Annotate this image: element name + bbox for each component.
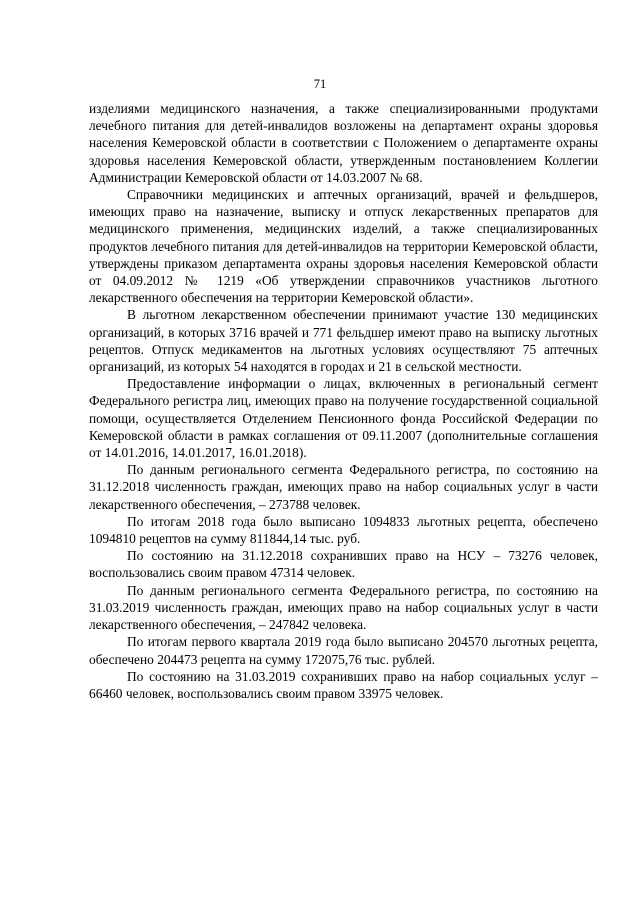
document-body [89,100,598,702]
paragraph-directories: Справочники медицинских и аптечных организаций, врачей и фельдшеров, имеющих право на назначение, выписку и отпуск лекарственных препаратов для медицинского применения, медицинских изделий, а также специализированных продуктов лечебного питания для детей-инвалидов на территории Кемеровской области, утверждены приказом департамента охраны здоровья населения Кемеровской области от 04.09.2012 № 1219 «Об утверждении справочников участников льготного лекарственного обеспечения на территории Кемеровской области». [89,187,598,306]
paragraph-participants: В льготном лекарственном обеспечении принимают участие 130 медицинских организаций, в которых 3716 врачей и 771 фельдшер имеют право на выписку льготных рецептов. Отпуск медикаментов на льготных условиях осуществляют 75 аптечных организаций, из которых 54 находятся в городах и 21 в сельской местности. [89,307,598,375]
paragraph-registry-2019: По данным регионального сегмента Федерального регистра, по состоянию на 31.03.2019 численность граждан, имеющих право на набор социальных услуг в части лекарственного обеспечения, – 247842 человека. [89,582,598,633]
paragraph-nsu-2019: По состоянию на 31.03.2019 сохранивших право на набор социальных услуг – 66460 человек, воспользовались своим правом 33975 человек. [89,668,598,701]
paragraph-information-provision: Предоставление информации о лицах, включенных в региональный сегмент Федерального регистра лиц, имеющих право на получение государственной социальной помощи, осуществляется Отделением Пенсионного фонда Российской Федерации по Кемеровской области в рамках соглашения от 09.11.2007 (дополнительные соглашения от 14.01.2016, 14.01.2017, 16.01.2018). [89,376,598,461]
paragraph-registry-2018: По данным регионального сегмента Федерального регистра, по состоянию на 31.12.2018 численность граждан, имеющих право на набор социальных услуг в части лекарственного обеспечения, – 273788 человек. [89,462,598,512]
paragraph-prescriptions-2019: По итогам первого квартала 2019 года было выписано 204570 льготных рецепта, обеспечено 204473 рецепта на сумму 172075,76 тыс. рублей. [89,634,598,667]
paragraph-continuation: изделиями медицинского назначения, а также специализированными продуктами лечебного питания для детей-инвалидов возложены на департамент охраны здоровья населения Кемеровской области в соответствии с Положением о департаменте охраны здоровья населения Кемеровской области, утвержденным постановлением Коллегии Администрации Кемеровской области от 14.03.2007 № 68. [89,101,598,185]
paragraph-prescriptions-2018: По итогам 2018 года было выписано 1094833 льготных рецепта, обеспечено 1094810 рецептов на сумму 811844,14 тыс. руб. [89,513,598,547]
paragraph-nsu-2018: По состоянию на 31.12.2018 сохранивших право на НСУ – 73276 человек, воспользовались своим правом 47314 человек. [89,548,598,581]
page-number: 71 [313,77,327,91]
